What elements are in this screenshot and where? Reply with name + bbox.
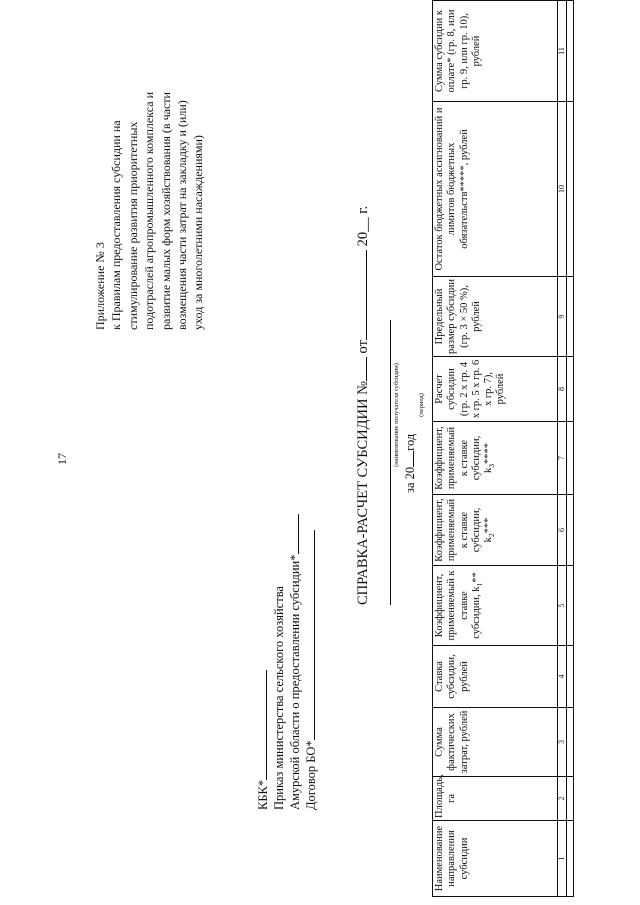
empty-cell — [567, 102, 574, 277]
form-title — [355, 206, 372, 605]
header-cell: Предельный размер субсидии (гр. 3 × 50 %), рублей — [433, 277, 558, 357]
header-cell: Ставка субсидии, рублей — [433, 646, 558, 708]
empty-cell — [567, 277, 574, 357]
header-cell: Наименование направления субсидии — [433, 821, 558, 897]
coef-symbol: k — [483, 467, 495, 473]
column-number: 8 — [558, 357, 567, 422]
header-cell — [433, 566, 558, 646]
column-number: 11 — [558, 1, 567, 102]
date-blank — [355, 250, 367, 340]
appendix-line: уход за многолетними насаждениями) — [191, 135, 206, 330]
period-caption: (период) — [418, 393, 425, 417]
number-blank — [355, 357, 367, 381]
kbk-blank — [255, 670, 267, 780]
header-cell: Сумма субсидии к оплате* (гр. 8, или гр. 9, или гр. 10), рублей — [433, 1, 558, 102]
column-number: 2 — [558, 777, 567, 821]
column-number: 3 — [558, 708, 567, 777]
period-line — [402, 434, 418, 493]
order-line-1: Приказ министерства сельского хозяйства — [272, 586, 286, 810]
appendix-line: к Правилам предоставления субсидии на — [109, 120, 124, 330]
appendix-line: подотраслей агропромышленного комплекса и — [142, 92, 157, 330]
coef-symbol: k — [483, 537, 495, 543]
coef-mark: **** — [483, 443, 495, 464]
header-cell: Расчет субсидии (гр. 2 x гр. 4 x гр. 5 x гр. 6 x гр. 7), рублей — [433, 357, 558, 422]
column-number: 9 — [558, 277, 567, 357]
empty-cell — [567, 422, 574, 495]
column-number: 10 — [558, 102, 567, 277]
column-number: 1 — [558, 821, 567, 897]
header-cell: Остаток бюджетных ассигнований и лимитов бюджетных обязательств*****, рублей — [433, 102, 558, 277]
coef-mark: ** — [470, 572, 482, 583]
empty-cell — [567, 357, 574, 422]
header-fields — [255, 515, 319, 811]
header-cell: Площадь, га — [433, 777, 558, 821]
empty-cell — [567, 1, 574, 102]
empty-cell — [567, 495, 574, 566]
appendix-line: стимулирование развития приоритетных — [125, 121, 140, 330]
column-number: 4 — [558, 646, 567, 708]
order-blank — [287, 515, 299, 555]
appendix-note — [92, 10, 207, 330]
empty-cell — [567, 646, 574, 708]
recipient-caption: (наименование получателя субсидии) — [393, 363, 400, 467]
period-blank — [402, 451, 414, 467]
header-cell — [433, 495, 558, 566]
title-from: от — [355, 340, 371, 354]
column-number: 6 — [558, 495, 567, 566]
title-year: 20__ г. — [355, 205, 371, 247]
appendix-line: развитие малых форм хозяйствования (в части — [158, 92, 173, 330]
contract-field — [303, 515, 319, 811]
subsidy-table — [432, 0, 574, 897]
contract-label: Договор БО* — [304, 740, 318, 810]
table-header-row — [433, 1, 558, 897]
header-cell: Сумма фактических затрат, рублей — [433, 708, 558, 777]
empty-cell — [567, 708, 574, 777]
coef-subscript: 2 — [487, 533, 497, 538]
page-number: 17 — [55, 453, 69, 465]
coef-symbol: k — [470, 586, 482, 592]
coef-mark: *** — [483, 517, 495, 534]
order-field — [287, 515, 303, 811]
title-prefix: СПРАВКА-РАСЧЕТ СУБСИДИИ № — [355, 381, 371, 605]
empty-cell — [567, 777, 574, 821]
header-cell-text: Коэффициент, применяемый к ставке субсидии, — [434, 570, 482, 641]
column-number-row — [558, 1, 567, 897]
kbk-field — [255, 515, 271, 811]
header-cell — [433, 422, 558, 495]
contract-blank — [303, 530, 315, 740]
period-prefix: за 20 — [403, 466, 417, 493]
header-cell-text: Коэффициент, применяемый к ставке субсидии, — [434, 426, 482, 490]
table-empty-row — [567, 1, 574, 897]
coef-subscript: 3 — [487, 464, 497, 468]
appendix-line: Приложение № 3 — [93, 242, 107, 330]
period-suffix: год — [403, 433, 417, 451]
kbk-label: КБК* — [256, 779, 270, 810]
header-cell-text: Коэффициент, применяемый к ставке субсидии, — [434, 498, 482, 562]
coef-subscript: 1 — [474, 582, 484, 587]
column-number: 7 — [558, 422, 567, 495]
column-number: 5 — [558, 566, 567, 646]
empty-cell — [567, 566, 574, 646]
appendix-line: возмещения части затрат на закладку и (или) — [175, 100, 190, 330]
empty-cell — [567, 821, 574, 897]
recipient-blank — [390, 320, 391, 605]
order-line-2: Амурской области о предоставлении субсидии* — [288, 554, 302, 810]
